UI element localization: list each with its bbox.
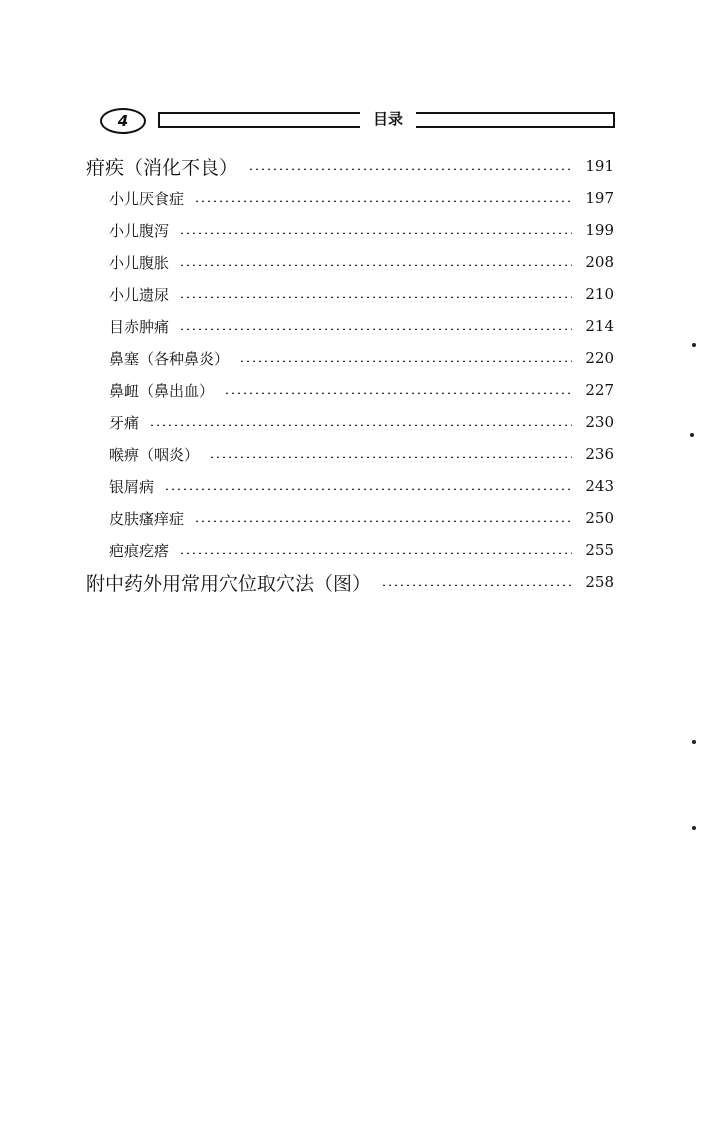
toc-entry-page: 250 — [585, 509, 614, 527]
dot-leader — [209, 456, 572, 458]
toc-entry-title: 小儿腹泻 — [109, 221, 170, 240]
toc-entry-title: 疤痕疙瘩 — [109, 541, 170, 560]
dot-leader — [179, 552, 572, 554]
dot-leader — [149, 424, 572, 426]
toc-entry-title: 小儿厌食症 — [109, 189, 185, 208]
toc-entry-page: 255 — [585, 541, 614, 559]
dot-leader — [248, 168, 572, 170]
scan-speck — [690, 433, 694, 437]
dot-leader — [224, 392, 572, 394]
toc-entry-page: 230 — [585, 413, 614, 431]
toc-entry-title: 目赤肿痛 — [109, 317, 170, 336]
dot-leader — [179, 296, 572, 298]
running-header-title: 目录 — [372, 110, 403, 128]
toc-entry-title: 小儿腹胀 — [109, 253, 170, 272]
toc-entry-title: 附中药外用常用穴位取穴法（图） — [86, 572, 372, 595]
scan-speck — [692, 826, 696, 830]
dot-leader — [179, 264, 572, 266]
toc-entry-title: 皮肤瘙痒症 — [109, 509, 185, 528]
toc-entry-page: 191 — [585, 157, 614, 175]
dot-leader — [194, 200, 572, 202]
toc-entry-page: 227 — [585, 381, 614, 399]
toc-entry — [86, 438, 614, 470]
toc-entry-page: 208 — [585, 253, 614, 271]
toc-entry-page: 236 — [585, 445, 614, 463]
toc-entry-page: 210 — [585, 285, 614, 303]
toc-entry — [86, 310, 614, 342]
toc-entry-title: 牙痛 — [109, 413, 140, 432]
toc-entry — [86, 278, 614, 310]
toc-entry — [86, 470, 614, 502]
toc-entry-page: 258 — [585, 573, 614, 591]
toc-entry — [86, 406, 614, 438]
dot-leader — [179, 232, 572, 234]
toc-entry — [86, 342, 614, 374]
toc-entry-title: 疳疾（消化不良） — [86, 156, 239, 179]
toc-chapter-entry — [86, 566, 614, 598]
table-of-contents — [86, 150, 614, 598]
page-number-badge — [100, 108, 146, 134]
toc-entry-page: 197 — [585, 189, 614, 207]
toc-entry-title: 喉痹（咽炎） — [109, 445, 200, 464]
toc-entry-title: 鼻塞（各种鼻炎） — [109, 349, 230, 368]
header-rule-right — [416, 112, 615, 128]
scan-speck — [692, 343, 696, 347]
dot-leader — [239, 360, 572, 362]
toc-entry — [86, 534, 614, 566]
toc-entry-title: 鼻衄（鼻出血） — [109, 381, 215, 400]
toc-entry — [86, 214, 614, 246]
dot-leader — [179, 328, 572, 330]
page-number: 4 — [117, 112, 129, 130]
toc-entry-page: 220 — [585, 349, 614, 367]
dot-leader — [164, 488, 572, 490]
scan-speck — [692, 740, 696, 744]
toc-chapter-entry — [86, 150, 614, 182]
dot-leader — [381, 584, 572, 586]
header-rule-left — [158, 112, 360, 128]
toc-entry-page: 243 — [585, 477, 614, 495]
toc-entry-title: 银屑病 — [109, 477, 155, 496]
toc-entry-title: 小儿遗尿 — [109, 285, 170, 304]
toc-entry — [86, 182, 614, 214]
toc-entry — [86, 502, 614, 534]
running-header — [100, 108, 615, 134]
toc-entry — [86, 374, 614, 406]
toc-entry — [86, 246, 614, 278]
toc-entry-page: 214 — [585, 317, 614, 335]
dot-leader — [194, 520, 572, 522]
toc-entry-page: 199 — [585, 221, 614, 239]
